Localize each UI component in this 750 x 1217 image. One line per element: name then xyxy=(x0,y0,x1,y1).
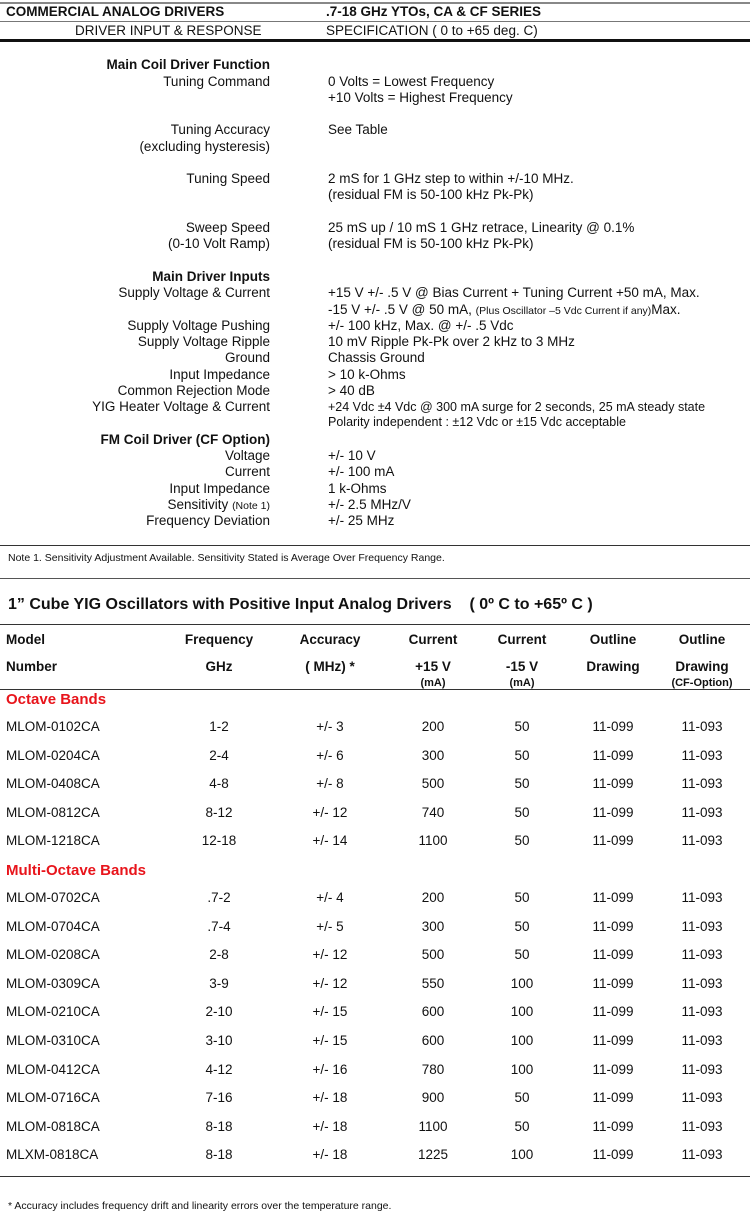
group-heading: Multi-Octave Bands xyxy=(6,862,147,879)
table-cell: 11-099 xyxy=(592,947,634,963)
fm-sensitivity-value: +/- 2.5 MHz/V xyxy=(328,497,411,512)
column-header-mid: Drawing xyxy=(586,659,640,674)
table-cell: 8-18 xyxy=(205,1118,233,1134)
table-cell: 50 xyxy=(514,833,530,849)
table-cell: 4-12 xyxy=(205,1061,233,1077)
table-cell: 3-10 xyxy=(205,1033,233,1048)
table-cell: 1100 xyxy=(418,1118,448,1134)
table-cell: MLOM-0210CA xyxy=(6,1004,100,1020)
table-cell: 8-18 xyxy=(205,1147,233,1163)
table-cell: 11-099 xyxy=(592,833,634,849)
fm-current-value: +/- 100 mA xyxy=(328,464,395,479)
table-cell: MLOM-0716CA xyxy=(6,1090,100,1106)
column-header-top: Current xyxy=(408,632,458,647)
column-header-sub: (CF-Option) xyxy=(671,677,733,689)
sweep-speed-value-2: (residual FM is 50-100 kHz Pk-Pk) xyxy=(328,236,534,251)
table-cell: +/- 12 xyxy=(312,804,348,820)
table-cell: 100 xyxy=(510,1147,534,1163)
table-cell: +/- 4 xyxy=(316,890,344,905)
tuning-command-value-1: 0 Volts = Lowest Frequency xyxy=(328,74,495,89)
tuning-speed-value-1: 2 mS for 1 GHz step to within +/-10 MHz. xyxy=(328,171,574,186)
input-impedance-label: Input Impedance xyxy=(169,367,270,382)
supply-value-1: +15 V +/- .5 V @ Bias Current + Tuning Current +50 mA, Max. xyxy=(328,285,700,300)
table-cell: MLOM-0204CA xyxy=(6,747,100,763)
table-cell: 11-093 xyxy=(681,833,723,849)
table-cell: 7-16 xyxy=(205,1090,233,1106)
table-cell: +/- 18 xyxy=(312,1090,348,1106)
table-cell: 11-093 xyxy=(681,719,723,734)
table-cell: +/- 18 xyxy=(312,1118,348,1134)
header-left-title: COMMERCIAL ANALOG DRIVERS xyxy=(6,4,225,19)
table-cell: +/- 6 xyxy=(316,747,344,763)
supply-value-2b: (Plus Oscillator –5 Vdc Current if any) xyxy=(475,305,652,317)
table-cell: 50 xyxy=(514,947,530,963)
table-cell: 100 xyxy=(510,1033,534,1048)
header-bottom-rule xyxy=(0,39,750,42)
table-cell: .7-4 xyxy=(207,918,231,934)
table-cell: 50 xyxy=(514,719,530,734)
table-cell: 11-099 xyxy=(592,890,634,905)
pushing-value: +/- 100 kHz, Max. @ +/- .5 Vdc xyxy=(328,318,514,333)
table-cell: 11-093 xyxy=(681,918,723,934)
table-cell: +/- 18 xyxy=(312,1147,348,1163)
heater-value-1: +24 Vdc ±4 Vdc @ 300 mA surge for 2 seconds, 25 mA steady state xyxy=(328,400,706,414)
column-header-top: Accuracy xyxy=(299,632,361,647)
fm-deviation-label: Frequency Deviation xyxy=(146,513,270,528)
tuning-command-value-2: +10 Volts = Highest Frequency xyxy=(328,90,513,105)
table-cell: 11-093 xyxy=(681,1147,723,1163)
supply-value-2c: Max. xyxy=(651,302,681,317)
table-cell: 11-093 xyxy=(681,776,723,792)
table-cell: 550 xyxy=(421,975,445,991)
table-cell: 11-099 xyxy=(592,975,634,991)
table-cell: 11-099 xyxy=(592,1118,634,1134)
column-header-mid: +15 V xyxy=(415,659,451,674)
table-cell: 2-4 xyxy=(209,747,229,763)
table-cell: 100 xyxy=(510,1061,534,1077)
table-cell: MLOM-0208CA xyxy=(6,947,100,963)
tuning-speed-label: Tuning Speed xyxy=(186,171,270,186)
tuning-command-label: Tuning Command xyxy=(163,74,270,89)
tuning-accuracy-label: Tuning Accuracy xyxy=(170,122,270,137)
column-header-top: Frequency xyxy=(184,632,254,647)
supply-value-2a: -15 V +/- .5 V @ 50 mA, xyxy=(328,302,476,317)
table-cell: +/- 12 xyxy=(312,975,348,991)
note-bottom-rule xyxy=(0,578,750,579)
column-header-sub: (mA) xyxy=(420,677,446,689)
fm-sensitivity-note: (Note 1) xyxy=(232,500,270,512)
table-cell: 12-18 xyxy=(201,833,237,849)
table-cell: 11-093 xyxy=(681,1004,723,1020)
table-cell: MLXM-0818CA xyxy=(6,1147,99,1163)
table-cell: 600 xyxy=(421,1033,445,1048)
sweep-speed-value-1: 25 mS up / 10 mS 1 GHz retrace, Linearity @ 0.1% xyxy=(328,220,635,235)
table-cell: +/- 15 xyxy=(312,1033,348,1048)
heater-label: YIG Heater Voltage & Current xyxy=(92,399,270,414)
pushing-label: Supply Voltage Pushing xyxy=(127,318,270,333)
ripple-label: Supply Voltage Ripple xyxy=(137,334,270,349)
table-cell: 300 xyxy=(421,918,445,934)
table-cell: 1100 xyxy=(418,833,448,849)
table-bottom-rule xyxy=(0,1176,750,1177)
table-cell: 11-093 xyxy=(681,747,723,763)
table-cell: 11-093 xyxy=(681,1118,723,1134)
table-cell: 11-093 xyxy=(681,804,723,820)
table-cell: 500 xyxy=(421,947,445,963)
column-header-mid: Number xyxy=(6,659,58,674)
table-cell: 2-10 xyxy=(205,1004,233,1020)
table-cell: 4-8 xyxy=(209,776,229,792)
header-right-title: .7-18 GHz YTOs, CA & CF SERIES xyxy=(326,4,542,19)
table-cell: MLOM-0412CA xyxy=(6,1061,100,1077)
table-cell: 900 xyxy=(421,1090,445,1106)
table-cell: 50 xyxy=(514,804,530,820)
table-cell: 100 xyxy=(510,975,534,991)
fm-sensitivity-label-text: Sensitivity xyxy=(167,497,233,512)
supply-label: Supply Voltage & Current xyxy=(118,285,270,300)
table-cell: +/- 14 xyxy=(312,833,348,849)
ground-label: Ground xyxy=(224,350,270,365)
tuning-speed-value-2: (residual FM is 50-100 kHz Pk-Pk) xyxy=(328,187,534,202)
table-cell: 11-099 xyxy=(592,804,634,820)
tuning-accuracy-value: See Table xyxy=(328,122,388,137)
table-cell: 8-12 xyxy=(205,804,233,820)
fm-deviation-value: +/- 25 MHz xyxy=(328,513,395,528)
table-cell: 200 xyxy=(421,719,445,734)
table-cell: 500 xyxy=(421,776,445,792)
table-cell: +/- 5 xyxy=(316,918,344,934)
table-cell: MLOM-0812CA xyxy=(6,804,100,820)
table-cell: 200 xyxy=(421,890,445,905)
table-cell: +/- 8 xyxy=(316,776,344,792)
header-right-subtitle: SPECIFICATION ( 0 to +65 deg. C) xyxy=(326,23,538,38)
table-cell: 11-093 xyxy=(681,947,723,963)
table-cell: 600 xyxy=(421,1004,445,1020)
column-header-top: Outline xyxy=(678,632,726,647)
table-cell: +/- 15 xyxy=(312,1004,348,1020)
table-cell: 11-093 xyxy=(681,1033,723,1048)
fm-current-label: Current xyxy=(224,464,270,479)
table-cell: +/- 16 xyxy=(312,1061,348,1077)
heater-value-2: Polarity independent : ±12 Vdc or ±15 Vdc acceptable xyxy=(328,415,626,429)
table-footnote: * Accuracy includes frequency drift and linearity errors over the temperature range. xyxy=(8,1200,392,1212)
table-cell: MLOM-0102CA xyxy=(6,719,100,734)
table-cell: 300 xyxy=(421,747,445,763)
table-cell: +/- 3 xyxy=(316,719,344,734)
column-header-mid: Drawing xyxy=(675,659,729,674)
table-cell: MLOM-0310CA xyxy=(6,1033,100,1048)
table-cell: MLOM-1218CA xyxy=(6,833,100,849)
tuning-accuracy-sublabel: (excluding hysteresis) xyxy=(139,139,270,154)
crm-value: > 40 dB xyxy=(328,383,375,398)
table-cell: 11-099 xyxy=(592,1004,634,1020)
table-title: 1” Cube YIG Oscillators with Positive Input Analog Drivers ( 0º C to +65º C ) xyxy=(8,596,593,613)
column-header-top: Current xyxy=(497,632,547,647)
table-cell: 11-099 xyxy=(592,1033,634,1048)
table-cell: 3-9 xyxy=(209,975,229,991)
table-cell: 780 xyxy=(421,1061,445,1077)
table-cell: 50 xyxy=(514,918,530,934)
table-header-bottom-rule xyxy=(0,689,750,690)
table-cell: 1-2 xyxy=(209,719,229,734)
group-heading: Octave Bands xyxy=(6,691,107,708)
table-cell: 740 xyxy=(421,804,445,820)
supply-value-2 xyxy=(328,302,681,317)
table-cell: 11-093 xyxy=(681,890,723,905)
table-cell: 11-093 xyxy=(681,1061,723,1077)
table-cell: 50 xyxy=(514,747,530,763)
input-impedance-value: > 10 k-Ohms xyxy=(328,367,406,382)
table-cell: 11-099 xyxy=(592,1090,634,1106)
table-cell: 1225 xyxy=(417,1147,449,1163)
fm-sensitivity-label xyxy=(168,497,270,512)
table-cell: MLOM-0818CA xyxy=(6,1118,100,1134)
column-header-top: Model xyxy=(6,632,45,647)
fm-impedance-label: Input Impedance xyxy=(169,481,270,496)
table-cell: +/- 12 xyxy=(312,947,348,963)
table-cell: 11-093 xyxy=(681,975,723,991)
main-coil-heading: Main Coil Driver Function xyxy=(106,57,270,72)
fm-voltage-label: Voltage xyxy=(224,448,270,463)
column-header-mid: GHz xyxy=(205,659,233,674)
main-inputs-heading: Main Driver Inputs xyxy=(152,269,270,284)
note-top-rule xyxy=(0,545,750,546)
table-cell: MLOM-0408CA xyxy=(6,776,100,792)
crm-label: Common Rejection Mode xyxy=(117,383,270,398)
column-header-mid: ( MHz) * xyxy=(305,659,355,674)
sweep-speed-sublabel: (0-10 Volt Ramp) xyxy=(167,236,270,251)
table-cell: 50 xyxy=(514,1118,530,1134)
table-cell: MLOM-0704CA xyxy=(6,918,100,934)
table-cell: 50 xyxy=(514,1090,530,1106)
table-cell: 50 xyxy=(514,890,530,905)
table-cell: 11-099 xyxy=(592,747,634,763)
fm-coil-heading: FM Coil Driver (CF Option) xyxy=(100,432,270,447)
table-cell: 11-093 xyxy=(681,1090,723,1106)
table-cell: 11-099 xyxy=(592,1147,634,1163)
table-cell: 11-099 xyxy=(592,1061,634,1077)
table-cell: .7-2 xyxy=(207,890,231,905)
header-mid-rule xyxy=(0,21,750,22)
fm-impedance-value: 1 k-Ohms xyxy=(328,481,387,496)
table-cell: MLOM-0309CA xyxy=(6,975,100,991)
table-cell: MLOM-0702CA xyxy=(6,890,100,905)
fm-voltage-value: +/- 10 V xyxy=(328,448,376,463)
table-cell: 100 xyxy=(510,1004,534,1020)
table-cell: 11-099 xyxy=(592,719,634,734)
column-header-top: Outline xyxy=(589,632,637,647)
ground-value: Chassis Ground xyxy=(328,350,425,365)
table-header-top-rule xyxy=(0,624,750,625)
table-cell: 11-099 xyxy=(592,776,634,792)
table-cell: 50 xyxy=(514,776,530,792)
column-header-mid: -15 V xyxy=(505,659,539,674)
header-left-subtitle: DRIVER INPUT & RESPONSE xyxy=(75,23,262,38)
note-1: Note 1. Sensitivity Adjustment Available. Sensitivity Stated is Average Over Frequency Range. xyxy=(8,552,445,564)
table-cell: 11-099 xyxy=(592,918,634,934)
table-cell: 2-8 xyxy=(209,947,229,963)
sweep-speed-label: Sweep Speed xyxy=(185,220,270,235)
column-header-sub: (mA) xyxy=(509,677,535,689)
ripple-value: 10 mV Ripple Pk-Pk over 2 kHz to 3 MHz xyxy=(328,334,575,349)
